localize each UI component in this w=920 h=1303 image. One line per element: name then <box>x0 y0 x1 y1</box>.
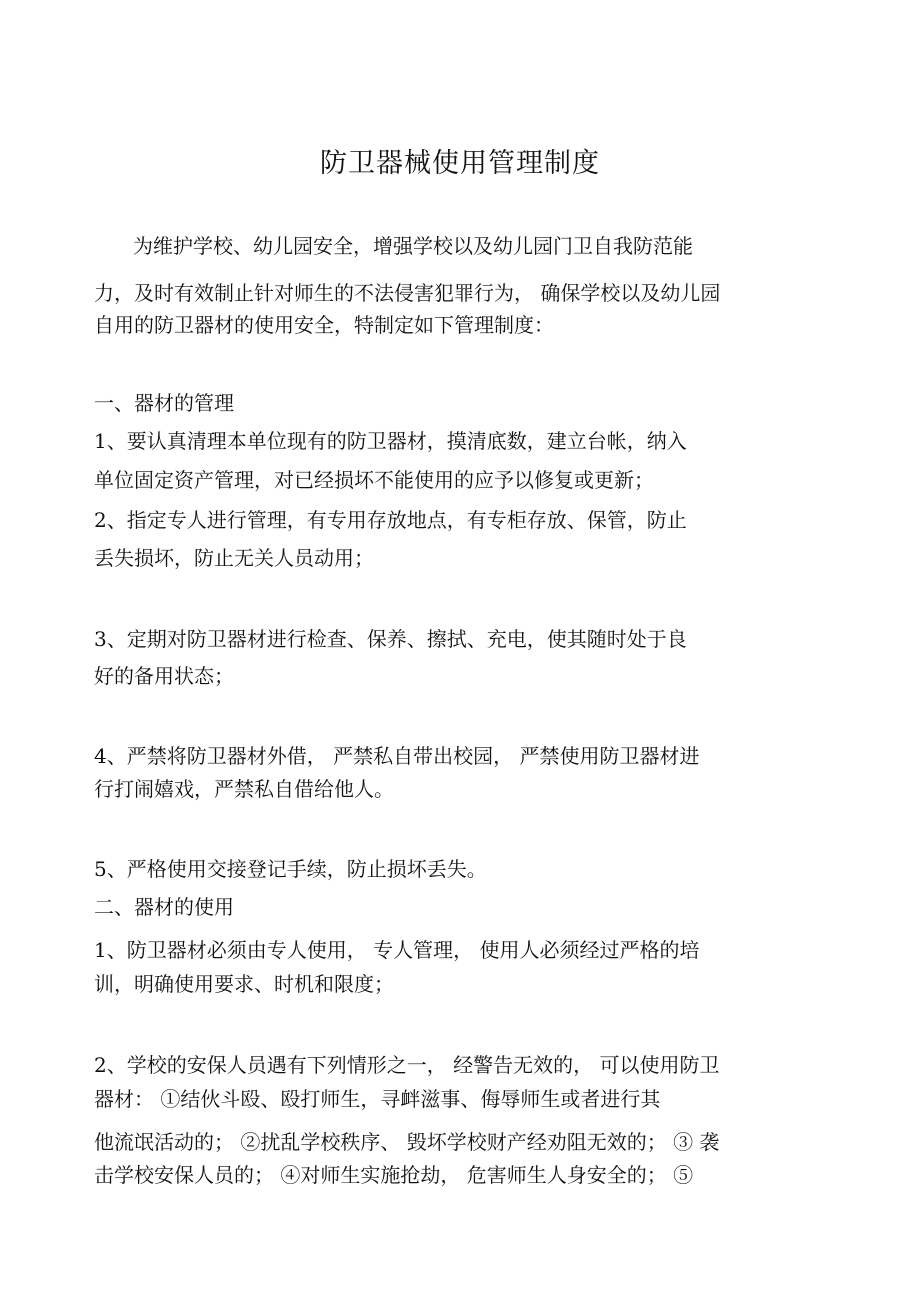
section-1-item-1-line-1: 1、要认真清理本单位现有的防卫器材，摸清底数，建立台帐，纳入 <box>94 429 687 453</box>
section-2-item-2-line-3: 他流氓活动的； ②扰乱学校秩序、 毁坏学校财产经劝阻无效的； ③ 袭 <box>94 1130 720 1154</box>
section-1-heading: 一、器材的管理 <box>94 391 234 415</box>
section-1-item-4-line-1: 4、严禁将防卫器材外借， 严禁私自带出校园， 严禁使用防卫器材进 <box>94 744 700 768</box>
section-1-item-4-line-2: 行打闹嬉戏，严禁私自借给他人。 <box>94 777 394 801</box>
section-1-item-3-line-2: 好的备用状态； <box>94 664 234 688</box>
intro-line-1: 为维护学校、幼儿园安全，增强学校以及幼儿园门卫自我防范能 <box>133 234 693 258</box>
section-2-item-2-line-4: 击学校安保人员的； ④对师生实施抢劫， 危害师生人身安全的； ⑤ <box>94 1163 694 1187</box>
section-2-item-2-line-1: 2、学校的安保人员遇有下列情形之一， 经警告无效的， 可以使用防卫 <box>94 1053 720 1077</box>
section-1-item-2-line-1: 2、指定专人进行管理，有专用存放地点，有专柜存放、保管，防止 <box>94 508 687 532</box>
section-1-item-2-line-2: 丢失损坏，防止无关人员动用； <box>94 546 374 570</box>
section-1-item-5: 5、严格使用交接登记手续，防止损坏丢失。 <box>94 857 487 881</box>
section-1-item-1-line-2: 单位固定资产管理，对已经损坏不能使用的应予以修复或更新； <box>94 468 654 492</box>
document-title: 防卫器械使用管理制度 <box>320 148 600 179</box>
intro-line-2: 力，及时有效制止针对师生的不法侵害犯罪行为， 确保学校以及幼儿园 <box>94 281 721 305</box>
section-2-heading: 二、器材的使用 <box>94 895 234 919</box>
section-1-item-3-line-1: 3、定期对防卫器材进行检查、保养、擦拭、充电，使其随时处于良 <box>94 627 687 651</box>
section-2-item-1-line-2: 训，明确使用要求、时机和限度； <box>94 972 394 996</box>
intro-line-3: 自用的防卫器材的使用安全，特制定如下管理制度： <box>94 313 554 337</box>
section-2-item-2-line-2: 器材： ①结伙斗殴、殴打师生，寻衅滋事、侮辱师生或者进行其 <box>94 1087 661 1111</box>
section-2-item-1-line-1: 1、防卫器材必须由专人使用， 专人管理， 使用人必须经过严格的培 <box>94 938 700 962</box>
